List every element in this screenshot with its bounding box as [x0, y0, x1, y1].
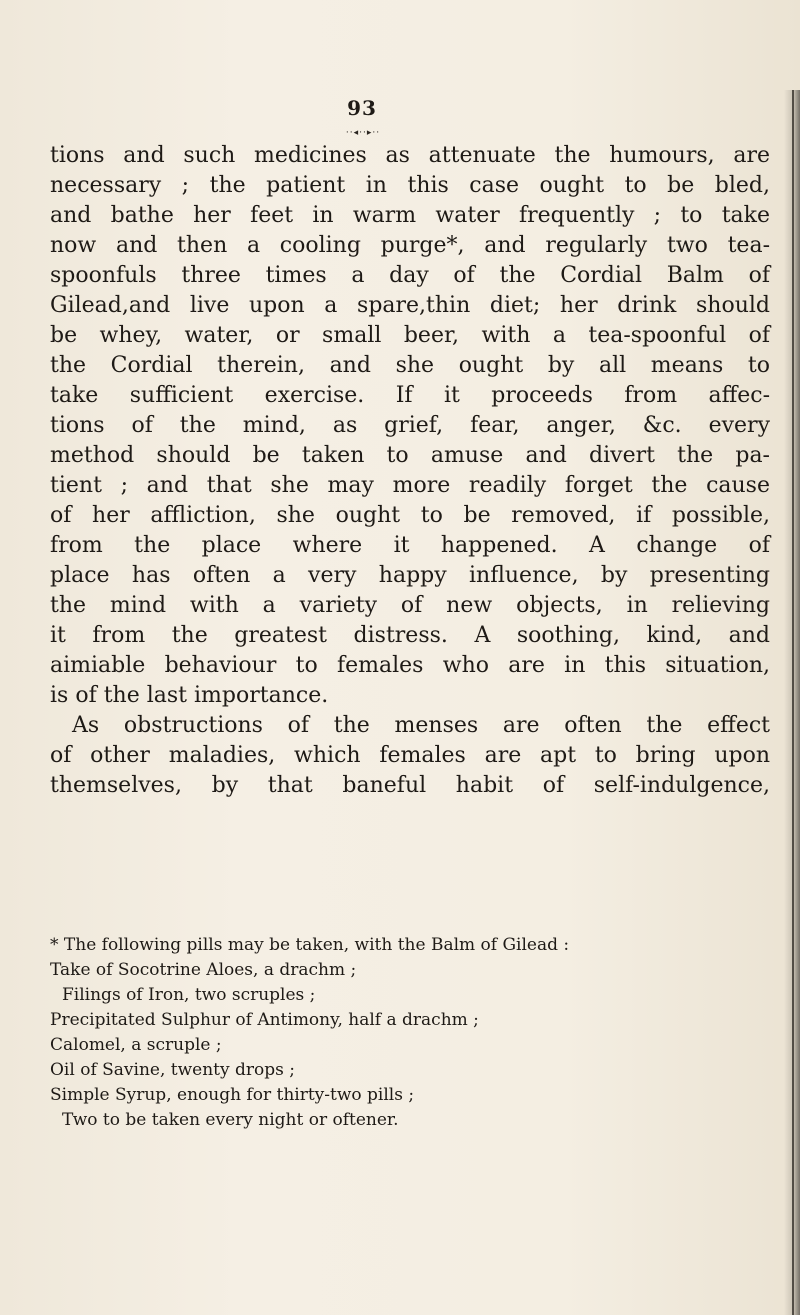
footnote-line: Calomel, a scruple ; — [50, 1035, 222, 1055]
page-number: 93 — [347, 96, 377, 120]
text-line: As obstructions of the menses are often the effect — [72, 713, 770, 738]
text-line: take sufficient exercise. If it proceeds from affec- — [50, 383, 770, 408]
text-line: place has often a very happy influence, by presenting — [50, 563, 770, 588]
footnote-line: * The following pills may be taken, with the Balm of Gilead : — [50, 935, 570, 955]
text-line: of other maladies, which females are apt to bring upon — [50, 743, 770, 768]
footnote-line: Two to be taken every night or oftener. — [62, 1110, 399, 1130]
text-line: be whey, water, or small beer, with a tea-spoonful of — [50, 323, 770, 348]
footnote-line: Precipitated Sulphur of Antimony, half a drachm ; — [50, 1010, 479, 1030]
footnote-line: Take of Socotrine Aloes, a drachm ; — [50, 960, 357, 980]
page-edge-line — [792, 90, 794, 1315]
footnote-line: Oil of Savine, twenty drops ; — [50, 1060, 295, 1080]
text-line: the mind with a variety of new objects, in relieving — [50, 593, 770, 618]
text-line: of her affliction, she ought to be removed, if possible, — [50, 503, 770, 528]
footnote — [50, 933, 770, 1133]
text-line: it from the greatest distress. A soothing, kind, and — [50, 623, 770, 648]
text-line: tions and such medicines as attenuate the humours, are — [50, 143, 770, 168]
text-line: themselves, by that baneful habit of self-indulgence, — [50, 773, 770, 798]
footnote-line: Filings of Iron, two scruples ; — [62, 985, 316, 1005]
text-line: is of the last importance. — [50, 683, 329, 708]
text-line: spoonfuls three times a day of the Cordial Balm of — [50, 263, 770, 288]
text-line: now and then a cooling purge*, and regularly two tea- — [50, 233, 770, 258]
footnote-line: Simple Syrup, enough for thirty-two pills ; — [50, 1085, 415, 1105]
text-line: tions of the mind, as grief, fear, anger, &c. every — [50, 413, 770, 438]
text-line: aimiable behaviour to females who are in this situation, — [50, 653, 770, 678]
header-ornament: ··◂··▸·· — [345, 128, 381, 138]
text-line: the Cordial therein, and she ought by all means to — [50, 353, 770, 378]
main-text — [50, 141, 770, 801]
text-line: from the place where it happened. A change of — [50, 533, 770, 558]
text-line: and bathe her feet in warm water frequently ; to take — [50, 203, 770, 228]
text-line: necessary ; the patient in this case ought to be bled, — [50, 173, 770, 198]
text-line: method should be taken to amuse and divert the pa- — [50, 443, 770, 468]
text-line: tient ; and that she may more readily forget the cause — [50, 473, 770, 498]
text-line: Gilead,and live upon a spare,thin diet; her drink should — [50, 293, 770, 318]
